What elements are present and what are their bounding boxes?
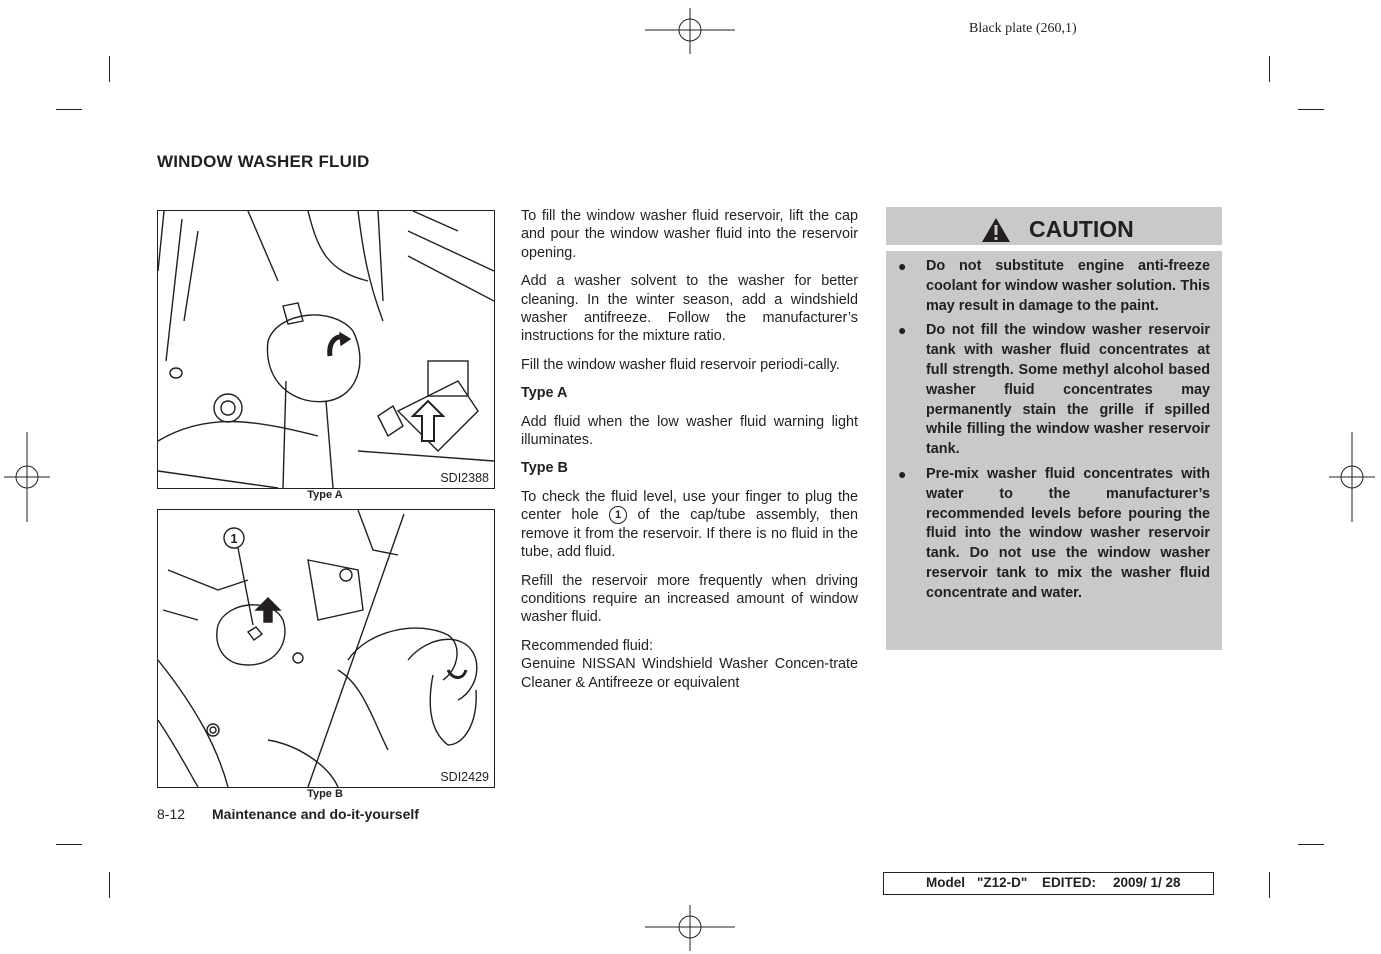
plate-label: Black plate (260,1) [969, 21, 1077, 36]
body-text [521, 207, 858, 702]
caution-body [886, 251, 1222, 650]
heading-type-b: Type B [521, 460, 568, 477]
paragraph-type-b [521, 488, 858, 562]
edited-label: EDITED: [1042, 875, 1096, 890]
paragraph-type-a: Add fluid when the low washer fluid warning light illuminates. [521, 413, 858, 449]
registration-mark-top [645, 8, 735, 54]
washer-reservoir-type-b-illustration [158, 510, 494, 787]
edited-value: 2009/ 1/ 28 [1113, 875, 1181, 890]
washer-reservoir-type-a-illustration [158, 211, 494, 488]
caution-title: CAUTION [1029, 216, 1134, 242]
figure-caption: Type B [307, 788, 343, 800]
callout-number: 1 [609, 506, 627, 524]
figure-code: SDI2429 [440, 770, 489, 784]
caution-item: ● Do not fill the window washer reservoir tank with washer fluid concentrates at full strength. Some methyl alcohol based washer fluid concentrates may permanently stain the grille if spilled while filling the window washer reservoir tank. [898, 322, 1210, 458]
type-b-text-start: To check the fluid level, use your finger to plug the center hole [521, 488, 858, 524]
caution-item: ● Do not substitute engine anti-freeze coolant for window washer solution. This may result in damage to the paint. [898, 258, 1210, 314]
figure-code: SDI2388 [440, 471, 489, 485]
callout-number: 1 [230, 531, 238, 546]
paragraph-fill: To fill the window washer fluid reservoir, lift the cap and pour the window washer fluid into the reservoir opening. [521, 208, 858, 261]
paragraph-refill: Refill the reservoir more frequently when driving conditions require an increased amount of window washer fluid. [521, 572, 858, 626]
recommended-fluid-value: Genuine NISSAN Windshield Washer Concen-trate Cleaner & Antifreeze or equivalent [521, 656, 858, 691]
paragraph-periodic: Fill the window washer fluid reservoir periodi-cally. [521, 356, 840, 373]
figure-type-b [157, 509, 495, 788]
chapter-title: Maintenance and do-it-yourself [212, 806, 419, 822]
model-label: Model [926, 875, 965, 890]
figure-caption: Type A [307, 489, 343, 501]
model-value: "Z12-D" [977, 875, 1028, 890]
model-stamp [883, 872, 1214, 895]
registration-mark-right [1329, 432, 1375, 522]
caution-list [886, 251, 1222, 604]
page-number: 8-12 [157, 806, 186, 822]
figure-type-a [157, 210, 495, 489]
paragraph-solvent: Add a washer solvent to the washer for better cleaning. In the winter season, add a windshield washer antifreeze. Follow the manufacturer’s instructions for the mixture ratio. [521, 273, 858, 345]
caution-item: ● Pre-mix washer fluid concentrates with water to the manufacturer’s recommended levels before pouring the fluid into the window washer reservoir tank. Do not use the window washer reservoir tank to mix the washer fluid concentrate and water. [898, 465, 1210, 601]
section-title: WINDOW WASHER FLUID [157, 152, 370, 171]
heading-type-a: Type A [521, 385, 568, 402]
warning-triangle-icon [981, 217, 1011, 243]
type-b-text-end: of the cap/tube assembly, then remove it from the reservoir. If there is no fluid in the tube, add fluid. [521, 507, 859, 561]
recommended-fluid-label: Recommended fluid: [521, 637, 653, 654]
registration-mark-bottom [645, 905, 735, 951]
registration-mark-left [4, 432, 50, 522]
